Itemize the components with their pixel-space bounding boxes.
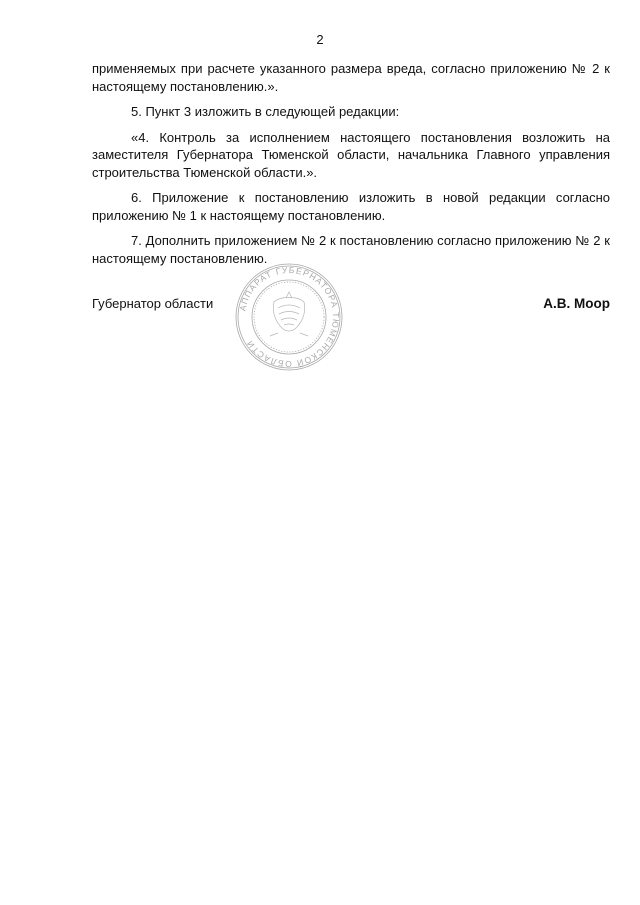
seal-ring-text: АППАРАТ ГУБЕРНАТОРА ТЮМЕНСКОЙ ОБЛАСТИ [237,264,342,370]
document-body [92,60,610,275]
signature-block [92,296,610,316]
paragraph-continuation: применяемых при расчете указанного размера вреда, согласно приложению № 2 к настоящему постановлению.». [92,61,610,94]
official-seal-stamp [234,262,344,372]
signatory-name: А.В. Моор [543,296,610,311]
page-number: 2 [316,32,324,47]
paragraph-item-7: 7. Дополнить приложением № 2 к постановлению согласно приложению № 2 к настоящему постановлению. [92,233,610,266]
paragraph-item-5: 5. Пункт 3 изложить в следующей редакции: [131,104,400,119]
paragraph-quoted-point-4: «4. Контроль за исполнением настоящего постановления возложить на заместителя Губернатора Тюменской области, начальника Главного управления строительства Тюменской области.». [92,129,610,180]
signatory-title: Губернатор области [92,296,214,311]
paragraph-item-6: 6. Приложение к постановлению изложить в новой редакции согласно приложению № 1 к настоящему постановлению. [92,190,610,223]
